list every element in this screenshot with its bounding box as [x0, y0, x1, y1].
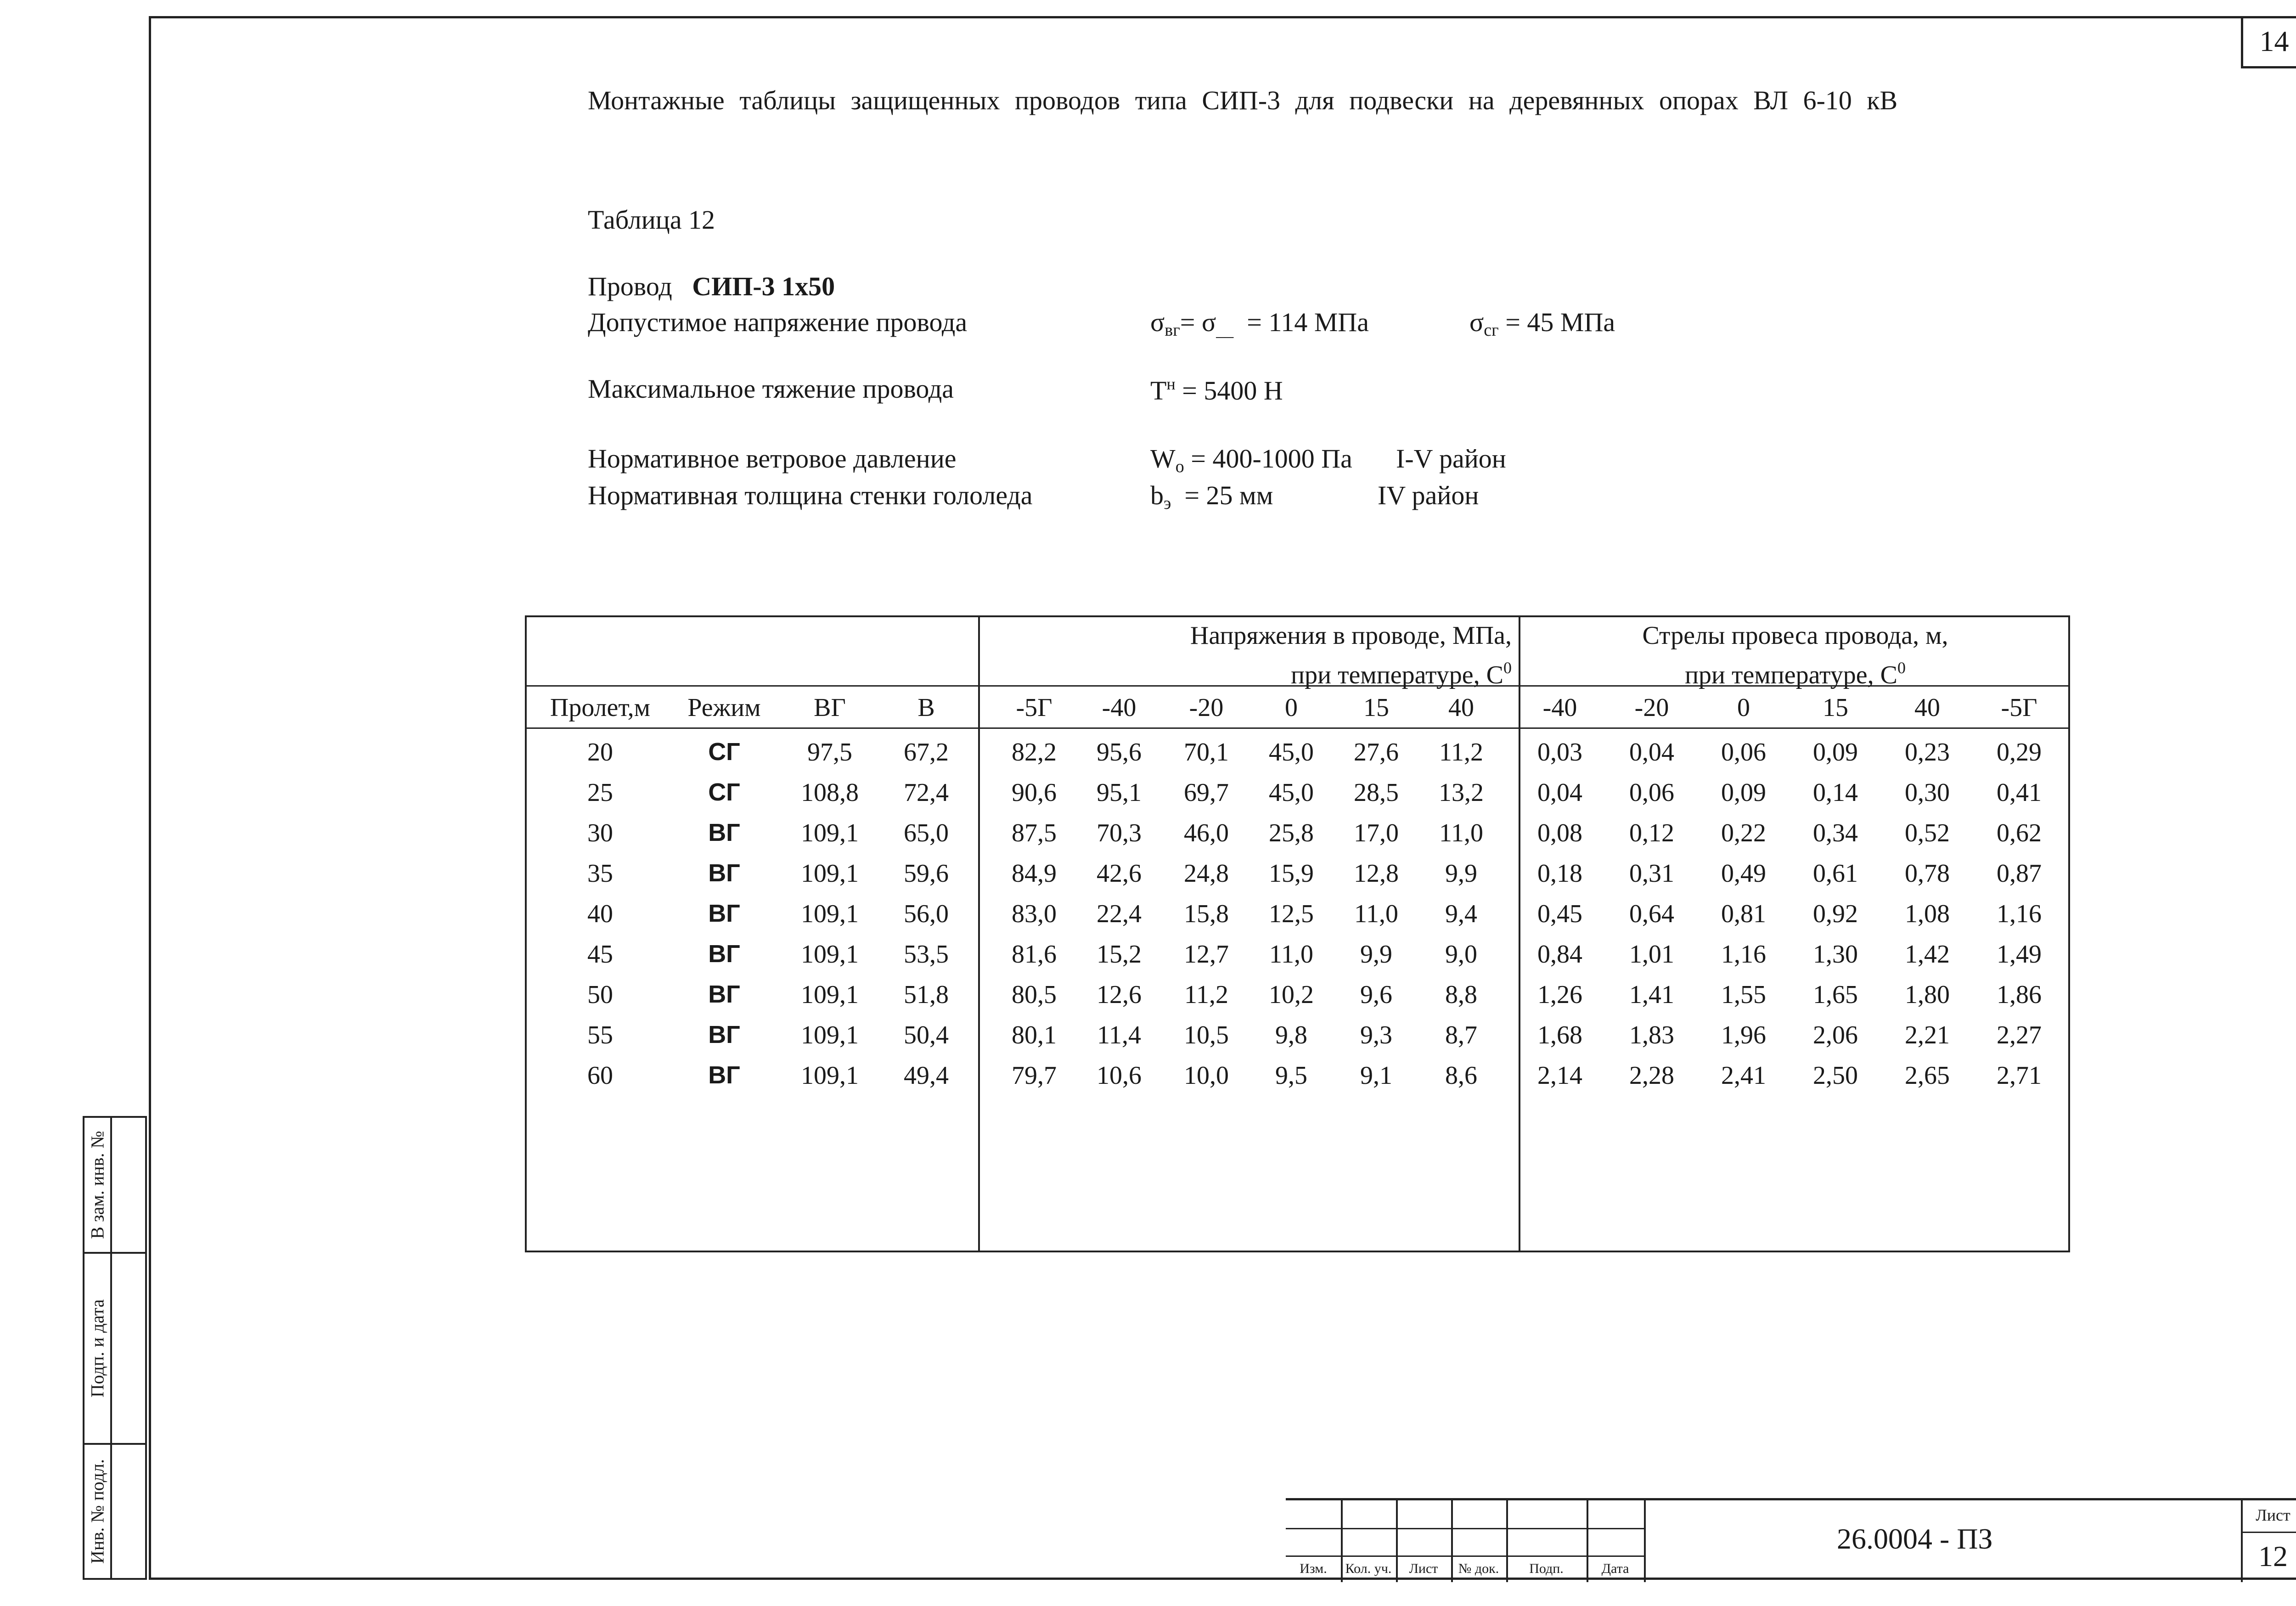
value-cell: 1,30	[1813, 940, 1858, 969]
column-header: -5Г	[1016, 693, 1052, 722]
span-cell: 25	[587, 778, 613, 807]
value-cell: 95,1	[1097, 778, 1142, 807]
value-cell: 11,2	[1184, 981, 1228, 1009]
value-cell: 109,1	[801, 981, 859, 1009]
value-cell: 9,1	[1360, 1061, 1392, 1090]
value-cell: 0,78	[1905, 859, 1950, 888]
value-cell: 45,0	[1269, 778, 1314, 807]
stress-header: Напряжения в проводе, МПа, при температуре, $С^0$	[1190, 621, 1512, 689]
value-cell: 0,12	[1629, 819, 1674, 847]
value-cell: 109,1	[801, 1061, 859, 1090]
column-header: 0	[1737, 693, 1750, 722]
column-header: 15	[1823, 693, 1848, 722]
value-cell: 108,8	[801, 778, 859, 807]
value-cell: 82,2	[1012, 738, 1057, 766]
sigma-sg-value: $\sigma_{сг} = 45$ МПа	[1469, 307, 1615, 340]
value-cell: 97,5	[807, 738, 852, 766]
value-cell: 0,81	[1721, 900, 1766, 928]
sheet-number: 12	[2258, 1540, 2288, 1572]
page-number-top: 14	[2241, 16, 2296, 68]
value-cell: 0,06	[1721, 738, 1766, 766]
max-tension-value: $Т^н = 5400$ Н	[1150, 375, 1283, 406]
value-cell: 0,18	[1537, 859, 1582, 888]
span-cell: 40	[587, 900, 613, 928]
value-cell: 2,27	[1997, 1021, 2042, 1049]
value-cell: 9,3	[1360, 1021, 1392, 1049]
value-cell: 1,01	[1629, 940, 1674, 969]
value-cell: 2,28	[1629, 1061, 1674, 1090]
value-cell: 70,3	[1097, 819, 1142, 847]
sheet-label: Лист	[2256, 1506, 2290, 1524]
value-cell: 0,08	[1537, 819, 1582, 847]
mode-cell: ВГ	[708, 981, 740, 1008]
value-cell: 109,1	[801, 859, 859, 888]
value-cell: 1,83	[1629, 1021, 1674, 1049]
value-cell: 9,0	[1445, 940, 1477, 969]
value-cell: 22,4	[1097, 900, 1142, 928]
value-cell: 1,49	[1997, 940, 2042, 969]
allowed-stress-label: Допустимое напряжение провода	[588, 307, 968, 337]
value-cell: 0,23	[1905, 738, 1950, 766]
value-cell: 9,9	[1445, 859, 1477, 888]
value-cell: 11,0	[1269, 940, 1313, 969]
value-cell: 109,1	[801, 819, 859, 847]
stamp-inv-replace-label: В зам. инв. №	[87, 1131, 108, 1239]
value-cell: 1,41	[1629, 981, 1674, 1009]
value-cell: 12,8	[1354, 859, 1399, 888]
value-cell: 15,2	[1097, 940, 1142, 969]
mode-cell: ВГ	[708, 1061, 740, 1089]
value-cell: 10,6	[1097, 1061, 1142, 1090]
span-cell: 60	[587, 1061, 613, 1090]
value-cell: 11,2	[1439, 738, 1483, 766]
value-cell: 0,92	[1813, 900, 1858, 928]
column-header: -40	[1102, 693, 1137, 722]
wind-region: I-V район	[1396, 444, 1506, 473]
value-cell: 72,4	[904, 778, 949, 807]
value-cell: 12,5	[1269, 900, 1314, 928]
value-cell: 53,5	[904, 940, 949, 969]
caption-date: Дата	[1601, 1561, 1629, 1576]
value-cell: 0,45	[1537, 900, 1582, 928]
value-cell: 1,86	[1997, 981, 2042, 1009]
value-cell: 27,6	[1354, 738, 1399, 766]
mode-cell: ВГ	[708, 859, 740, 887]
value-cell: 0,09	[1813, 738, 1858, 766]
caption-izm: Изм.	[1300, 1561, 1327, 1576]
value-cell: 8,6	[1445, 1061, 1477, 1090]
value-cell: 2,14	[1537, 1061, 1582, 1090]
value-cell: 90,6	[1012, 778, 1057, 807]
table-columns-rule	[527, 727, 2070, 729]
value-cell: 84,9	[1012, 859, 1057, 888]
column-header: 0	[1285, 693, 1298, 722]
value-cell: 2,65	[1905, 1061, 1950, 1090]
document-title: Монтажные таблицы защищенных проводов типа СИП-3 для подвески на деревянных опорах ВЛ 6-10 кВ	[588, 85, 1898, 115]
value-cell: 2,71	[1997, 1061, 2042, 1090]
stamp-inv-orig-label: Инв. № подл.	[87, 1459, 108, 1564]
value-cell: 0,84	[1537, 940, 1582, 969]
value-cell: 2,06	[1813, 1021, 1858, 1049]
value-cell: 45,0	[1269, 738, 1314, 766]
column-header: -40	[1542, 693, 1577, 722]
value-cell: 9,5	[1275, 1061, 1307, 1090]
span-cell: 30	[587, 819, 613, 847]
value-cell: 49,4	[904, 1061, 949, 1090]
caption-list: Лист	[1409, 1561, 1438, 1576]
span-cell: 45	[587, 940, 613, 969]
value-cell: 95,6	[1097, 738, 1142, 766]
value-cell: 0,87	[1997, 859, 2042, 888]
value-cell: 65,0	[904, 819, 949, 847]
value-cell: 15,9	[1269, 859, 1314, 888]
value-cell: 0,30	[1905, 778, 1950, 807]
value-cell: 0,61	[1813, 859, 1858, 888]
column-header: 15	[1363, 693, 1389, 722]
stamp-sign-date	[83, 1252, 147, 1445]
caption-sign: Подп.	[1529, 1561, 1564, 1576]
column-header: Режим	[687, 693, 761, 722]
span-cell: 20	[587, 738, 613, 766]
value-cell: 0,14	[1813, 778, 1858, 807]
value-cell: 1,16	[1997, 900, 2042, 928]
column-header: 40	[1448, 693, 1474, 722]
value-cell: 8,8	[1445, 981, 1477, 1009]
title-block	[1286, 1498, 2296, 1580]
value-cell: 2,21	[1905, 1021, 1950, 1049]
value-cell: 0,03	[1537, 738, 1582, 766]
value-cell: 1,96	[1721, 1021, 1766, 1049]
stamp-inv-orig	[83, 1443, 147, 1580]
value-cell: 9,9	[1360, 940, 1392, 969]
value-cell: 81,6	[1012, 940, 1057, 969]
mode-cell: СГ	[708, 738, 740, 766]
value-cell: 1,16	[1721, 940, 1766, 969]
wind-label: Нормативное ветровое давление	[588, 444, 957, 473]
value-cell: 12,6	[1097, 981, 1142, 1009]
allowed-stress-value: $\sigma_{вг}= \sigma_{\_\_} = 114$ МПа	[1150, 307, 1369, 340]
value-cell: 50,4	[904, 1021, 949, 1049]
value-cell: 87,5	[1012, 819, 1057, 847]
value-cell: 10,2	[1269, 981, 1314, 1009]
value-cell: 70,1	[1184, 738, 1229, 766]
value-cell: 0,04	[1629, 738, 1674, 766]
value-cell: 0,49	[1721, 859, 1766, 888]
value-cell: 46,0	[1184, 819, 1229, 847]
mode-cell: ВГ	[708, 900, 740, 927]
column-header: -20	[1189, 693, 1224, 722]
table-divider-stress	[978, 617, 980, 1252]
ice-region: IV район	[1378, 480, 1479, 510]
value-cell: 0,31	[1629, 859, 1674, 888]
value-cell: 80,5	[1012, 981, 1057, 1009]
value-cell: 8,7	[1445, 1021, 1477, 1049]
value-cell: 80,1	[1012, 1021, 1057, 1049]
value-cell: 0,52	[1905, 819, 1950, 847]
value-cell: 24,8	[1184, 859, 1229, 888]
value-cell: 2,50	[1813, 1061, 1858, 1090]
value-cell: 67,2	[904, 738, 949, 766]
value-cell: 2,41	[1721, 1061, 1766, 1090]
wire-type: СИП-3 1х50	[692, 271, 835, 301]
value-cell: 0,22	[1721, 819, 1766, 847]
value-cell: 1,68	[1537, 1021, 1582, 1049]
value-cell: 56,0	[904, 900, 949, 928]
value-cell: 83,0	[1012, 900, 1057, 928]
wire-label: Провод	[588, 271, 672, 301]
mode-cell: ВГ	[708, 819, 740, 846]
mode-cell: ВГ	[708, 1021, 740, 1048]
value-cell: 1,42	[1905, 940, 1950, 969]
table-label: Таблица 12	[588, 205, 715, 235]
value-cell: 0,04	[1537, 778, 1582, 807]
value-cell: 1,55	[1721, 981, 1766, 1009]
value-cell: 109,1	[801, 900, 859, 928]
span-cell: 50	[587, 981, 613, 1009]
column-header: -5Г	[2001, 693, 2037, 722]
value-cell: 11,0	[1354, 900, 1398, 928]
column-header: В	[917, 693, 935, 722]
value-cell: 11,4	[1097, 1021, 1141, 1049]
value-cell: 0,09	[1721, 778, 1766, 807]
mode-cell: ВГ	[708, 940, 740, 968]
value-cell: 1,26	[1537, 981, 1582, 1009]
column-header: -20	[1634, 693, 1669, 722]
value-cell: 10,0	[1184, 1061, 1229, 1090]
span-cell: 35	[587, 859, 613, 888]
column-header: ВГ	[814, 693, 846, 722]
column-header: Пролет,м	[550, 693, 651, 722]
value-cell: 10,5	[1184, 1021, 1229, 1049]
value-cell: 9,4	[1445, 900, 1477, 928]
caption-doc-no: № док.	[1458, 1561, 1499, 1576]
value-cell: 9,8	[1275, 1021, 1307, 1049]
value-cell: 0,64	[1629, 900, 1674, 928]
column-header: 40	[1914, 693, 1940, 722]
stamp-inv-replace	[83, 1116, 147, 1254]
value-cell: 11,0	[1439, 819, 1483, 847]
value-cell: 1,65	[1813, 981, 1858, 1009]
value-cell: 28,5	[1354, 778, 1399, 807]
value-cell: 51,8	[904, 981, 949, 1009]
value-cell: 17,0	[1354, 819, 1399, 847]
caption-kol-uch: Кол. уч.	[1345, 1561, 1392, 1576]
max-tension-label: Максимальное тяжение провода	[588, 374, 954, 404]
wind-value: $W_о = 400-1000$ Па	[1150, 444, 1352, 476]
value-cell: 1,08	[1905, 900, 1950, 928]
stamp-sign-date-label: Подп. и дата	[87, 1299, 108, 1398]
value-cell: 12,7	[1184, 940, 1229, 969]
ice-value: $b_э = 25$ мм	[1150, 480, 1273, 513]
value-cell: 109,1	[801, 940, 859, 969]
value-cell: 1,80	[1905, 981, 1950, 1009]
ice-label: Нормативная толщина стенки гололеда	[588, 480, 1033, 510]
wire-line	[588, 273, 835, 300]
value-cell: 25,8	[1269, 819, 1314, 847]
value-cell: 15,8	[1184, 900, 1229, 928]
document-code: 26.0004 - ПЗ	[1837, 1522, 1993, 1555]
value-cell: 0,06	[1629, 778, 1674, 807]
value-cell: 0,34	[1813, 819, 1858, 847]
sag-header: Стрелы провеса провода, м, при температуре, $С^0$	[1642, 621, 1948, 689]
value-cell: 69,7	[1184, 778, 1229, 807]
mode-cell: СГ	[708, 778, 740, 806]
span-cell: 55	[587, 1021, 613, 1049]
value-cell: 42,6	[1097, 859, 1142, 888]
installation-table	[525, 615, 2070, 1252]
value-cell: 59,6	[904, 859, 949, 888]
value-cell: 0,62	[1997, 819, 2042, 847]
value-cell: 0,29	[1997, 738, 2042, 766]
value-cell: 79,7	[1012, 1061, 1057, 1090]
value-cell: 0,41	[1997, 778, 2042, 807]
value-cell: 109,1	[801, 1021, 859, 1049]
value-cell: 9,6	[1360, 981, 1392, 1009]
value-cell: 13,2	[1439, 778, 1484, 807]
